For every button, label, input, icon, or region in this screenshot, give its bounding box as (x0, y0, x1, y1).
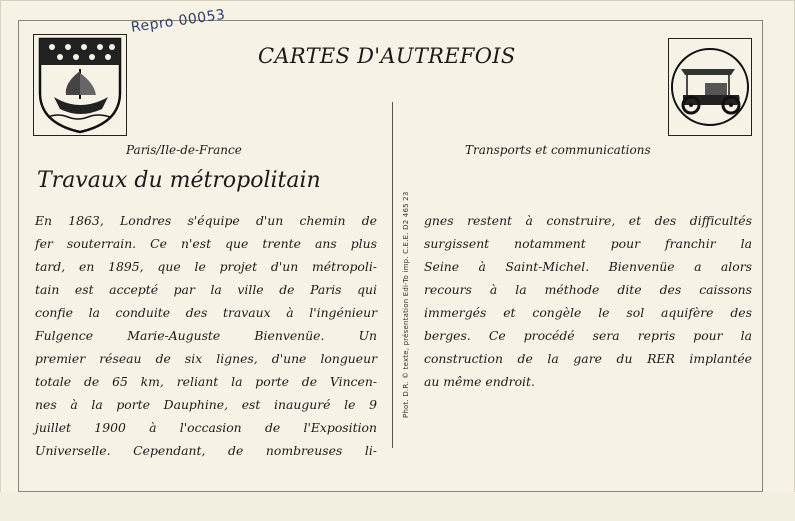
handwritten-reference: Repro 00053 (130, 6, 227, 36)
text-line: surgissent notamment pour franchir la (424, 236, 752, 251)
series-title: CARTES D'AUTREFOIS (258, 44, 516, 68)
text-line: immergés et congèle le sol aquifère des (424, 305, 752, 320)
text-line: premier réseau de six lignes, d'une longueur (35, 351, 377, 366)
text-line: fer souterrain. Ce n'est que trente ans plus (35, 236, 377, 251)
text-line: totale de 65 km, reliant la porte de Vincen- (35, 374, 377, 389)
text-line: nes à la porte Dauphine, est inauguré le 9 (35, 397, 377, 412)
article-title: Travaux du métropolitain (37, 168, 321, 193)
text-line: berges. Ce procédé sera repris pour la (424, 328, 752, 343)
text-line: Universelle. Cependant, de nombreuses li- (35, 443, 377, 458)
text-column-left (35, 209, 377, 462)
text-line: construction de la gare du RER implantée (424, 351, 752, 366)
text-line: tain est accepté par la ville de Paris qui (35, 282, 377, 297)
category-label: Transports et communications (465, 143, 651, 157)
text-line: Seine à Saint-Michel. Bienvenüe a alors (424, 259, 752, 274)
region-label: Paris/Ile-de-France (126, 143, 242, 157)
text-line: Fulgence Marie-Auguste Bienvenüe. Un (35, 328, 377, 343)
text-line: tard, en 1895, que le projet d'un métropoli- (35, 259, 377, 274)
printer-credit: Phot. D.R. © texte, présentation Edi-To imp. C.E.E. D2 465 23 (402, 191, 410, 418)
text-line: juillet 1900 à l'occasion de l'Exposition (35, 420, 377, 435)
card-bottom-edge (0, 492, 795, 521)
text-line: confie la conduite des travaux à l'ingénieur (35, 305, 377, 320)
vintage-car-icon (668, 38, 752, 136)
text-line: au même endroit. (424, 374, 535, 389)
text-line: En 1863, Londres s'équipe d'un chemin de (35, 213, 377, 228)
paris-coat-of-arms-icon (33, 34, 127, 136)
text-line: recours à la méthode dite des caissons (424, 282, 752, 297)
text-column-right (424, 209, 752, 393)
center-divider (392, 102, 393, 448)
text-line: gnes restent à construire, et des difficultés (424, 213, 752, 228)
